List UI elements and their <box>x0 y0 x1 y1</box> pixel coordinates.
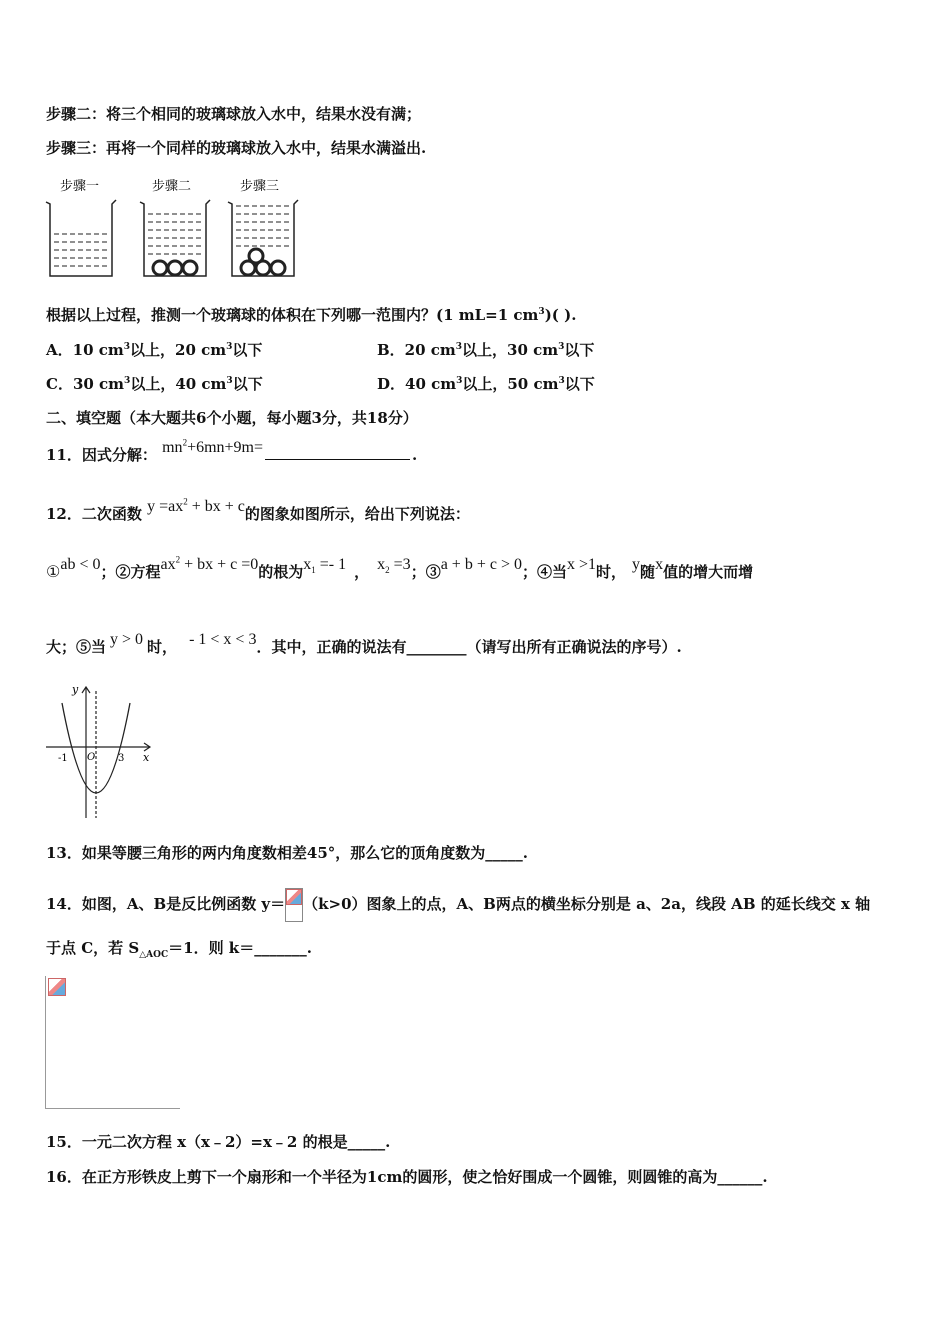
beaker-illustration <box>40 172 310 284</box>
graph-origin-label: O <box>87 752 96 763</box>
step3-text: 步骤三：再将一个同样的玻璃球放入水中，结果水满溢出. <box>46 139 427 157</box>
q11-num: 11．因式分解： <box>46 446 157 464</box>
q15: 15．一元二次方程 x（x﹣2）=x﹣2 的根是_____. <box>46 1133 391 1151</box>
q11-expr: $mn^2+6mn+9m=$ <box>162 437 264 456</box>
option-d: D．40 $cm^3$以上，50 $cm^3$以下 <box>377 375 595 393</box>
graph-three-label: 3 <box>118 753 125 764</box>
q11-blank <box>265 458 410 460</box>
step1-label: 步骤一 <box>60 179 100 194</box>
q13: 13．如果等腰三角形的两内角度数相差45°，那么它的顶角度数为_____. <box>46 844 528 862</box>
beaker-2 <box>140 200 210 276</box>
section-heading: 二、填空题（本大题共6个小题，每小题3分，共18分） <box>46 409 418 427</box>
option-a: A．10 $cm^3$以上，20 $cm^3$以下 <box>46 341 263 359</box>
option-c: C．30 $cm^3$以上，40 $cm^3$以下 <box>46 375 263 393</box>
graph-y-label: y <box>72 683 79 696</box>
broken-fraction-image <box>285 888 303 922</box>
q16: 16．在正方形铁皮上剪下一个扇形和一个半径为1cm的圆形，使之恰好围成一个圆锥，则圆锥的高为______. <box>46 1168 768 1186</box>
broken-image-icon <box>286 889 302 905</box>
q12-line3: 大；⑤当 y > 0 时， - 1 < x < 3．其中，正确的说法有________（请写出所有正确说法的序号）. <box>46 631 682 656</box>
broken-image-icon <box>48 978 66 996</box>
beaker-1 <box>46 200 116 276</box>
step3-label: 步骤三 <box>240 179 280 194</box>
q10-stem-b: )( ). <box>544 306 577 324</box>
q10-stem <box>46 304 576 325</box>
q12-parabola-graph <box>40 683 160 823</box>
q14-line2: 于点 C，若 $S_{\triangle AOC}=1$．则 k＝_______. <box>46 939 312 960</box>
beaker-3 <box>228 200 298 276</box>
q14-figure-placeholder <box>45 976 180 1109</box>
q14-line1: 14．如图，A、B是反比例函数 y＝ （k>0）图象上的点，A、B两点的横坐标分别是 a、2a，线段 AB 的延长线交 x 轴 <box>46 888 870 922</box>
q12-line1: 12．二次函数 $y =ax^2$ + bx + c的图象如图所示，给出下列说法： <box>46 496 470 523</box>
q10-stem-sup: 3 <box>538 307 545 317</box>
q10-stem-a: 根据以上过程，推测一个玻璃球的体积在下列哪一范围内？(1 mL=1 cm <box>46 306 539 324</box>
graph-x-label: x <box>143 751 150 764</box>
step2-text: 步骤二：将三个相同的玻璃球放入水中，结果水没有满； <box>46 105 422 123</box>
q12-function: $y =ax^2$ + bx + c <box>147 496 245 515</box>
graph-neg1-label: -1 <box>58 753 68 764</box>
q12-line2: ①ab < 0；②方程$ax^2$ + bx + c =0的根为$x_1 =- 1$ ， $x_2 =3$；③a + b + c > 0；④当x >1时， y随x值的增大而增 <box>46 554 754 581</box>
q11: 11．因式分解： $mn^2+6mn+9m=$ . <box>46 437 418 464</box>
step2-label: 步骤二 <box>152 179 192 194</box>
option-b: B．20 $cm^3$以上，30 $cm^3$以下 <box>377 341 595 359</box>
